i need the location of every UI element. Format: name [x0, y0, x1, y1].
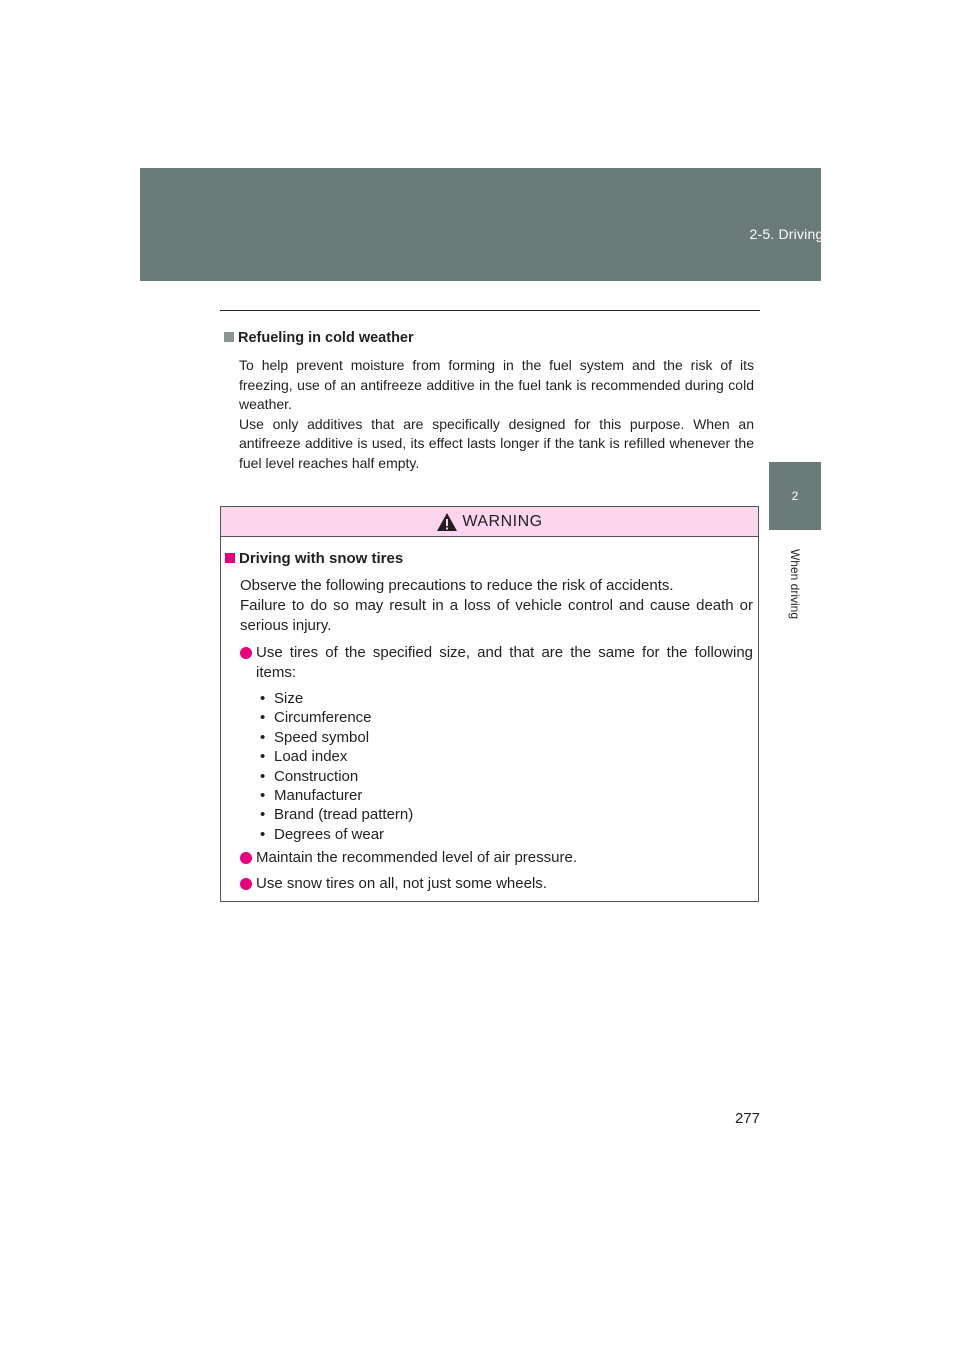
- warning-title: WARNING: [462, 512, 543, 530]
- square-bullet-icon: [225, 553, 235, 563]
- tire-items-list: [256, 689, 753, 844]
- list-item: • Brand (tread pattern): [256, 805, 753, 824]
- info-section: [224, 328, 754, 473]
- warning-bullet: [240, 848, 753, 868]
- warning-bullet-text: Use snow tires on all, not just some wheels.: [256, 875, 547, 893]
- chapter-label: [769, 536, 821, 632]
- warning-heading: [225, 549, 753, 569]
- warning-bullet: [240, 643, 753, 683]
- list-item: • Circumference: [256, 708, 753, 727]
- warning-bullet: [240, 874, 753, 894]
- list-item: • Manufacturer: [256, 786, 753, 805]
- info-heading: [224, 328, 754, 348]
- list-item: • Degrees of wear: [256, 825, 753, 844]
- info-paragraph: Use only additives that are specifically designed for this purpose. When an antifreeze additive is used, its effect lasts longer if the tank is refilled whenever the fuel level reaches half empty.: [239, 415, 754, 471]
- list-item: • Load index: [256, 747, 753, 766]
- warning-heading-text: Driving with snow tires: [239, 550, 404, 567]
- list-item: • Size: [256, 689, 753, 708]
- square-bullet-icon: [224, 332, 234, 342]
- header-band: [140, 168, 821, 281]
- chapter-tab: 2: [769, 462, 821, 530]
- warning-bullet-text: Use tires of the specified size, and that are the same for the following items:: [256, 644, 753, 681]
- chapter-label-text: When driving: [788, 548, 802, 620]
- list-item: • Speed symbol: [256, 728, 753, 747]
- page-number: 277: [734, 1110, 760, 1127]
- warning-intro-line: Failure to do so may result in a loss of vehicle control and cause death or serious injury.: [240, 597, 753, 634]
- warning-triangle-icon: [436, 512, 458, 532]
- circle-bullet-icon: [240, 878, 252, 890]
- info-heading-text: Refueling in cold weather: [238, 330, 414, 346]
- section-title: 2-5. Driving information: [749, 226, 899, 242]
- warning-body: [221, 537, 758, 894]
- warning-intro: [240, 576, 753, 636]
- circle-bullet-icon: [240, 852, 252, 864]
- circle-bullet-icon: [240, 647, 252, 659]
- warning-header: [221, 507, 758, 537]
- warning-box: [220, 506, 759, 902]
- list-item: • Construction: [256, 767, 753, 786]
- info-body: [239, 356, 754, 473]
- warning-intro-line: Observe the following precautions to reduce the risk of accidents.: [240, 577, 674, 594]
- info-paragraph: To help prevent moisture from forming in the fuel system and the risk of its freezing, use of an antifreeze additive in the fuel tank is recommended during cold weather.: [239, 357, 754, 412]
- divider: [220, 310, 760, 311]
- warning-bullet-text: Maintain the recommended level of air pressure.: [256, 849, 577, 867]
